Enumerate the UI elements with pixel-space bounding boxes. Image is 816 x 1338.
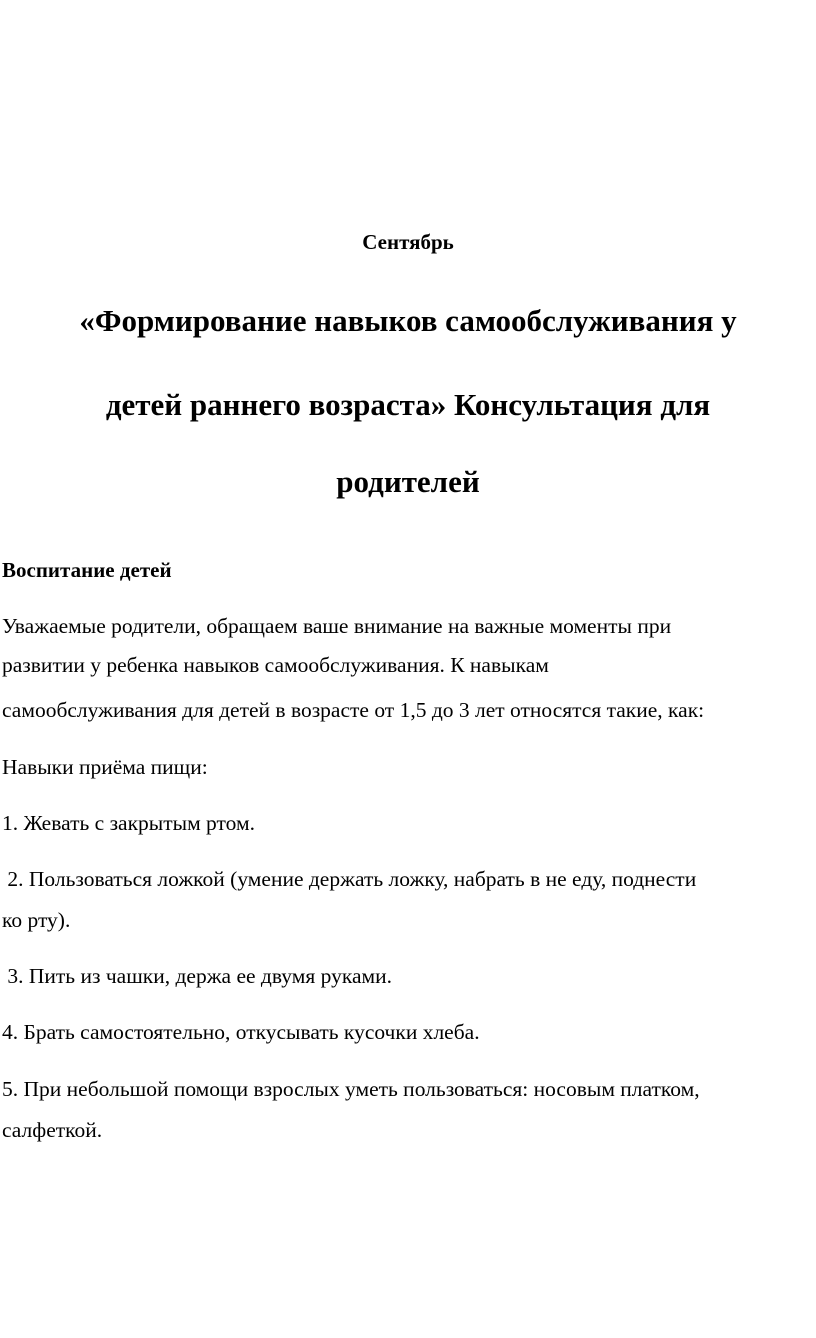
subheading: Навыки приёма пищи: (2, 755, 208, 779)
month-heading: Сентябрь (362, 230, 454, 254)
list-item-1: 1. Жевать с закрытым ртом. (2, 811, 255, 835)
list-item-5-continuation: салфеткой. (2, 1118, 103, 1142)
list-item-2-continuation: ко рту). (2, 908, 71, 932)
title-line-1: «Формирование навыков самообслуживания у (79, 303, 737, 338)
list-item-5: 5. При небольшой помощи взрослых уметь пользоваться: носовым платком, (2, 1077, 700, 1101)
list-item-4: 4. Брать самостоятельно, откусывать кусочки хлеба. (2, 1020, 480, 1044)
intro-line-3: самообслуживания для детей в возрасте от 1,5 до 3 лет относятся такие, как: (2, 698, 705, 722)
list-item-3: 3. Пить из чашки, держа ее двумя руками. (2, 964, 392, 988)
list-item-2: 2. Пользоваться ложкой (умение держать ложку, набрать в не еду, поднести (2, 867, 697, 891)
title-line-3: родителей (336, 464, 480, 499)
intro-line-2: развитии у ребенка навыков самообслуживания. К навыкам (2, 653, 549, 677)
title-line-2: детей раннего возраста» Консультация для (105, 387, 711, 422)
intro-line-1: Уважаемые родители, обращаем ваше внимание на важные моменты при (2, 614, 672, 638)
section-heading: Воспитание детей (2, 558, 172, 582)
